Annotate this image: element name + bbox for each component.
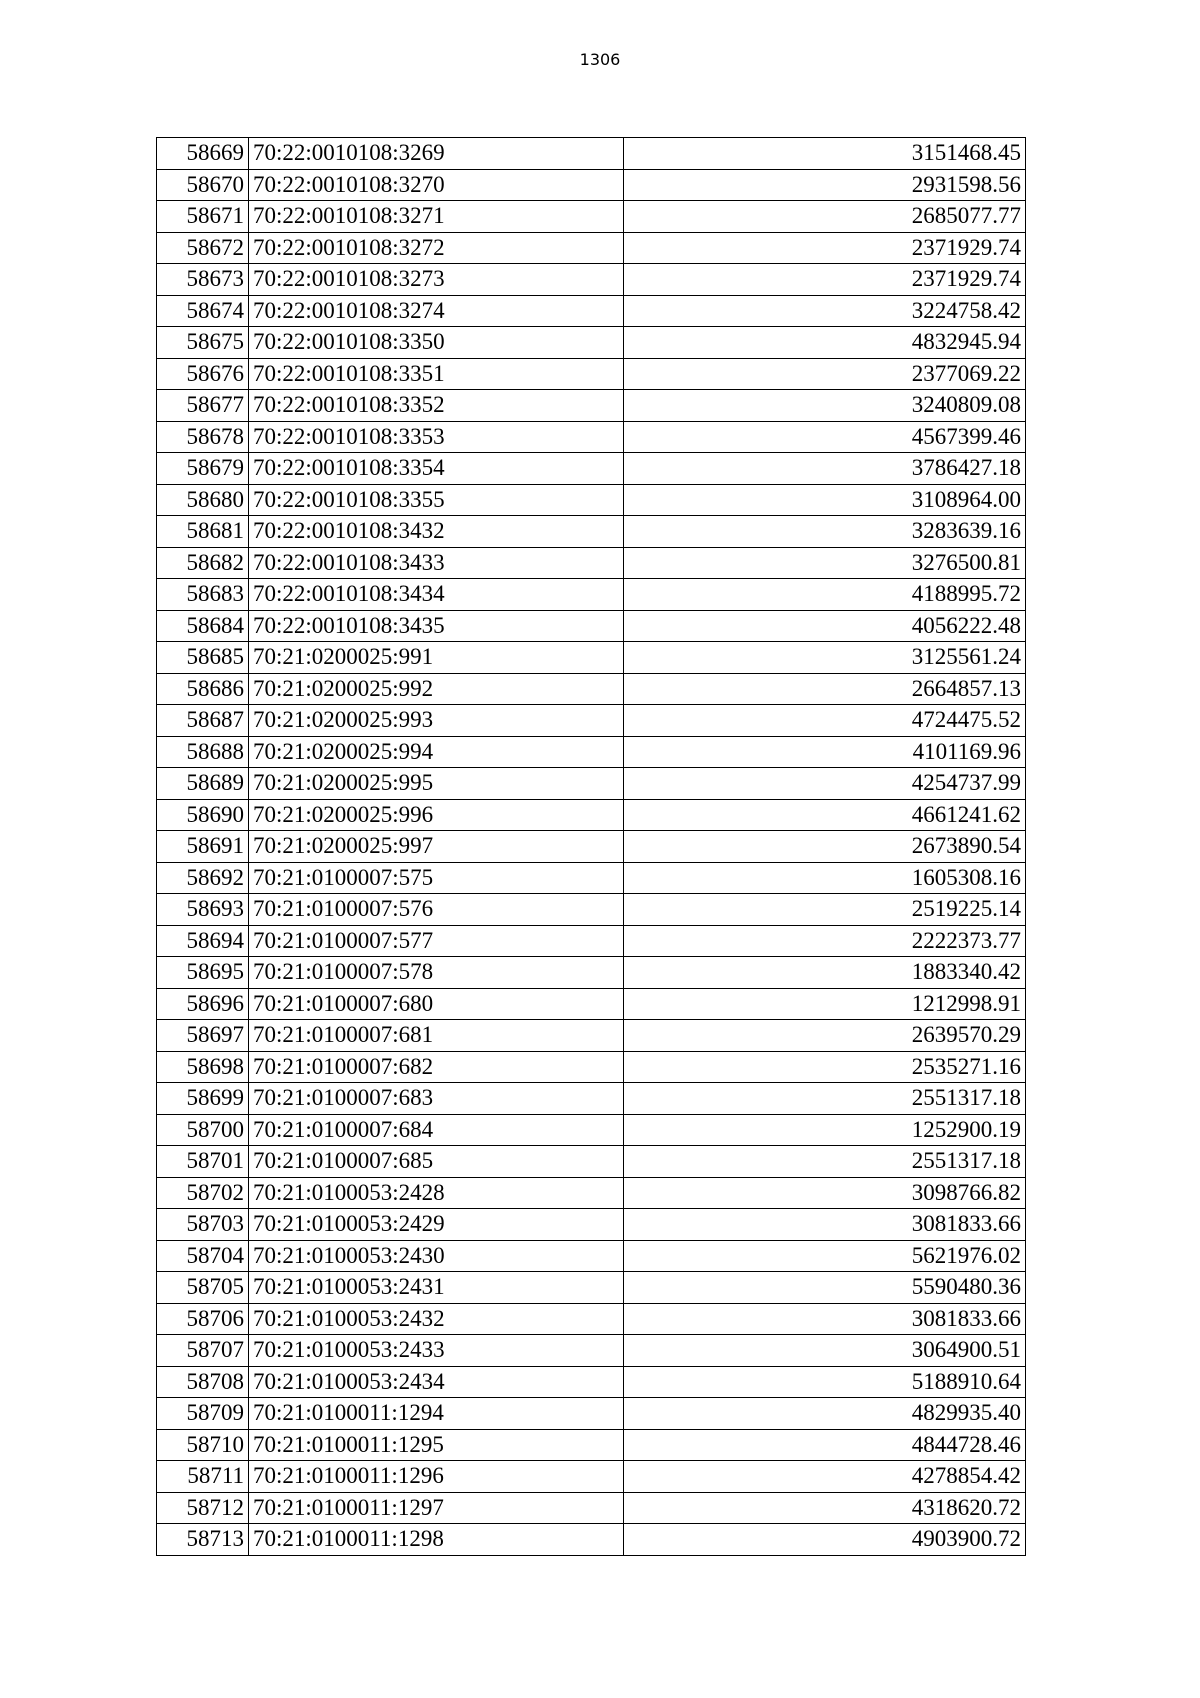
cadastral-number: 70:22:0010108:3270 xyxy=(249,169,624,201)
table-row xyxy=(157,1524,1026,1556)
table-row xyxy=(157,831,1026,863)
cadastral-value: 2664857.13 xyxy=(624,673,1026,705)
cadastral-number: 70:21:0100011:1296 xyxy=(249,1461,624,1493)
cadastral-value: 1252900.19 xyxy=(624,1114,1026,1146)
cadastral-number: 70:21:0100007:681 xyxy=(249,1020,624,1052)
table-row xyxy=(157,1398,1026,1430)
cadastral-number: 70:21:0200025:995 xyxy=(249,768,624,800)
table-row xyxy=(157,1366,1026,1398)
cadastral-value: 5590480.36 xyxy=(624,1272,1026,1304)
cadastral-number: 70:21:0100053:2434 xyxy=(249,1366,624,1398)
row-number: 58702 xyxy=(157,1177,249,1209)
cadastral-value: 4567399.46 xyxy=(624,421,1026,453)
row-number: 58698 xyxy=(157,1051,249,1083)
cadastral-number: 70:22:0010108:3269 xyxy=(249,138,624,170)
cadastral-number: 70:21:0100011:1295 xyxy=(249,1429,624,1461)
cadastral-number: 70:21:0100007:683 xyxy=(249,1083,624,1115)
cadastral-value: 3276500.81 xyxy=(624,547,1026,579)
cadastral-number: 70:21:0200025:993 xyxy=(249,705,624,737)
cadastral-value: 4254737.99 xyxy=(624,768,1026,800)
page-number: 1306 xyxy=(579,50,621,69)
row-number: 58709 xyxy=(157,1398,249,1430)
cadastral-value: 3098766.82 xyxy=(624,1177,1026,1209)
row-number: 58708 xyxy=(157,1366,249,1398)
cadastral-value: 4903900.72 xyxy=(624,1524,1026,1556)
table-row xyxy=(157,516,1026,548)
cadastral-value: 3283639.16 xyxy=(624,516,1026,548)
row-number: 58678 xyxy=(157,421,249,453)
cadastral-value: 2551317.18 xyxy=(624,1083,1026,1115)
cadastral-number: 70:21:0100011:1298 xyxy=(249,1524,624,1556)
row-number: 58686 xyxy=(157,673,249,705)
row-number: 58697 xyxy=(157,1020,249,1052)
table-row xyxy=(157,1146,1026,1178)
cadastral-number: 70:22:0010108:3355 xyxy=(249,484,624,516)
table-row xyxy=(157,421,1026,453)
cadastral-number: 70:21:0100007:576 xyxy=(249,894,624,926)
row-number: 58711 xyxy=(157,1461,249,1493)
table-row xyxy=(157,169,1026,201)
row-number: 58705 xyxy=(157,1272,249,1304)
cadastral-value: 4832945.94 xyxy=(624,327,1026,359)
table-row xyxy=(157,768,1026,800)
cadastral-number: 70:21:0200025:992 xyxy=(249,673,624,705)
cadastral-number: 70:21:0200025:996 xyxy=(249,799,624,831)
table-row xyxy=(157,1177,1026,1209)
cadastral-value: 1605308.16 xyxy=(624,862,1026,894)
row-number: 58679 xyxy=(157,453,249,485)
table-row xyxy=(157,327,1026,359)
row-number: 58675 xyxy=(157,327,249,359)
cadastral-value: 4844728.46 xyxy=(624,1429,1026,1461)
row-number: 58704 xyxy=(157,1240,249,1272)
cadastral-value: 4188995.72 xyxy=(624,579,1026,611)
table-row xyxy=(157,1461,1026,1493)
cadastral-value: 4661241.62 xyxy=(624,799,1026,831)
cadastral-value: 3081833.66 xyxy=(624,1209,1026,1241)
cadastral-number: 70:21:0100007:577 xyxy=(249,925,624,957)
row-number: 58671 xyxy=(157,201,249,233)
cadastral-number: 70:21:0200025:991 xyxy=(249,642,624,674)
cadastral-value: 3125561.24 xyxy=(624,642,1026,674)
cadastral-value: 2931598.56 xyxy=(624,169,1026,201)
row-number: 58683 xyxy=(157,579,249,611)
cadastral-number: 70:21:0100007:684 xyxy=(249,1114,624,1146)
cadastral-value-table xyxy=(156,137,1026,1556)
cadastral-value: 4278854.42 xyxy=(624,1461,1026,1493)
row-number: 58674 xyxy=(157,295,249,327)
cadastral-value: 3064900.51 xyxy=(624,1335,1026,1367)
cadastral-number: 70:21:0100007:680 xyxy=(249,988,624,1020)
cadastral-value: 3786427.18 xyxy=(624,453,1026,485)
cadastral-value: 3108964.00 xyxy=(624,484,1026,516)
cadastral-value: 3240809.08 xyxy=(624,390,1026,422)
cadastral-value: 2535271.16 xyxy=(624,1051,1026,1083)
table-row xyxy=(157,232,1026,264)
row-number: 58682 xyxy=(157,547,249,579)
cadastral-value: 4829935.40 xyxy=(624,1398,1026,1430)
table-row xyxy=(157,547,1026,579)
cadastral-number: 70:22:0010108:3435 xyxy=(249,610,624,642)
cadastral-value: 5621976.02 xyxy=(624,1240,1026,1272)
row-number: 58690 xyxy=(157,799,249,831)
table-row xyxy=(157,1051,1026,1083)
table-row xyxy=(157,705,1026,737)
row-number: 58710 xyxy=(157,1429,249,1461)
cadastral-number: 70:21:0200025:994 xyxy=(249,736,624,768)
cadastral-number: 70:22:0010108:3433 xyxy=(249,547,624,579)
row-number: 58673 xyxy=(157,264,249,296)
table-row xyxy=(157,736,1026,768)
row-number: 58676 xyxy=(157,358,249,390)
cadastral-number: 70:22:0010108:3272 xyxy=(249,232,624,264)
row-number: 58687 xyxy=(157,705,249,737)
cadastral-value: 2673890.54 xyxy=(624,831,1026,863)
cadastral-number: 70:22:0010108:3350 xyxy=(249,327,624,359)
cadastral-number: 70:22:0010108:3354 xyxy=(249,453,624,485)
cadastral-number: 70:22:0010108:3273 xyxy=(249,264,624,296)
table-row xyxy=(157,610,1026,642)
row-number: 58696 xyxy=(157,988,249,1020)
row-number: 58689 xyxy=(157,768,249,800)
row-number: 58692 xyxy=(157,862,249,894)
cadastral-number: 70:21:0100053:2429 xyxy=(249,1209,624,1241)
row-number: 58685 xyxy=(157,642,249,674)
table-row xyxy=(157,295,1026,327)
cadastral-number: 70:22:0010108:3352 xyxy=(249,390,624,422)
cadastral-number: 70:22:0010108:3271 xyxy=(249,201,624,233)
table-row xyxy=(157,642,1026,674)
table-row xyxy=(157,138,1026,170)
row-number: 58701 xyxy=(157,1146,249,1178)
row-number: 58693 xyxy=(157,894,249,926)
row-number: 58691 xyxy=(157,831,249,863)
cadastral-value: 4724475.52 xyxy=(624,705,1026,737)
row-number: 58672 xyxy=(157,232,249,264)
row-number: 58681 xyxy=(157,516,249,548)
cadastral-value: 4101169.96 xyxy=(624,736,1026,768)
table-row xyxy=(157,1209,1026,1241)
cadastral-value: 3151468.45 xyxy=(624,138,1026,170)
cadastral-number: 70:21:0100007:578 xyxy=(249,957,624,989)
cadastral-value: 3081833.66 xyxy=(624,1303,1026,1335)
table-row xyxy=(157,390,1026,422)
table-row xyxy=(157,579,1026,611)
table-row xyxy=(157,988,1026,1020)
cadastral-number: 70:21:0200025:997 xyxy=(249,831,624,863)
table-row xyxy=(157,673,1026,705)
cadastral-value: 2685077.77 xyxy=(624,201,1026,233)
table-body xyxy=(157,138,1026,1556)
cadastral-number: 70:21:0100053:2433 xyxy=(249,1335,624,1367)
cadastral-number: 70:21:0100011:1297 xyxy=(249,1492,624,1524)
row-number: 58669 xyxy=(157,138,249,170)
row-number: 58712 xyxy=(157,1492,249,1524)
cadastral-value: 1883340.42 xyxy=(624,957,1026,989)
row-number: 58688 xyxy=(157,736,249,768)
cadastral-number: 70:22:0010108:3434 xyxy=(249,579,624,611)
table-row xyxy=(157,1492,1026,1524)
cadastral-number: 70:22:0010108:3432 xyxy=(249,516,624,548)
cadastral-number: 70:21:0100053:2431 xyxy=(249,1272,624,1304)
row-number: 58707 xyxy=(157,1335,249,1367)
table-row xyxy=(157,484,1026,516)
row-number: 58694 xyxy=(157,925,249,957)
row-number: 58670 xyxy=(157,169,249,201)
table-row xyxy=(157,894,1026,926)
row-number: 58706 xyxy=(157,1303,249,1335)
cadastral-number: 70:21:0100007:682 xyxy=(249,1051,624,1083)
row-number: 58680 xyxy=(157,484,249,516)
cadastral-value: 1212998.91 xyxy=(624,988,1026,1020)
cadastral-number: 70:21:0100011:1294 xyxy=(249,1398,624,1430)
cadastral-value: 2551317.18 xyxy=(624,1146,1026,1178)
table-row xyxy=(157,1429,1026,1461)
cadastral-number: 70:22:0010108:3353 xyxy=(249,421,624,453)
cadastral-number: 70:22:0010108:3274 xyxy=(249,295,624,327)
table-row xyxy=(157,453,1026,485)
cadastral-number: 70:21:0100053:2432 xyxy=(249,1303,624,1335)
row-number: 58684 xyxy=(157,610,249,642)
table-row xyxy=(157,957,1026,989)
cadastral-value: 2519225.14 xyxy=(624,894,1026,926)
table-row xyxy=(157,358,1026,390)
table-row xyxy=(157,264,1026,296)
table-row xyxy=(157,1114,1026,1146)
cadastral-value: 2377069.22 xyxy=(624,358,1026,390)
table-row xyxy=(157,862,1026,894)
table-row xyxy=(157,201,1026,233)
cadastral-value: 2639570.29 xyxy=(624,1020,1026,1052)
cadastral-value: 4056222.48 xyxy=(624,610,1026,642)
cadastral-value: 2371929.74 xyxy=(624,264,1026,296)
cadastral-number: 70:21:0100053:2430 xyxy=(249,1240,624,1272)
row-number: 58713 xyxy=(157,1524,249,1556)
cadastral-value: 4318620.72 xyxy=(624,1492,1026,1524)
cadastral-value: 5188910.64 xyxy=(624,1366,1026,1398)
row-number: 58695 xyxy=(157,957,249,989)
cadastral-value: 3224758.42 xyxy=(624,295,1026,327)
table-row xyxy=(157,799,1026,831)
cadastral-number: 70:21:0100007:685 xyxy=(249,1146,624,1178)
table-row xyxy=(157,1335,1026,1367)
table-row xyxy=(157,925,1026,957)
cadastral-value: 2222373.77 xyxy=(624,925,1026,957)
cadastral-value: 2371929.74 xyxy=(624,232,1026,264)
row-number: 58699 xyxy=(157,1083,249,1115)
table-row xyxy=(157,1272,1026,1304)
row-number: 58703 xyxy=(157,1209,249,1241)
cadastral-number: 70:21:0100053:2428 xyxy=(249,1177,624,1209)
table-row xyxy=(157,1083,1026,1115)
cadastral-number: 70:22:0010108:3351 xyxy=(249,358,624,390)
row-number: 58677 xyxy=(157,390,249,422)
table-row xyxy=(157,1303,1026,1335)
cadastral-number: 70:21:0100007:575 xyxy=(249,862,624,894)
table-row xyxy=(157,1240,1026,1272)
table-row xyxy=(157,1020,1026,1052)
row-number: 58700 xyxy=(157,1114,249,1146)
